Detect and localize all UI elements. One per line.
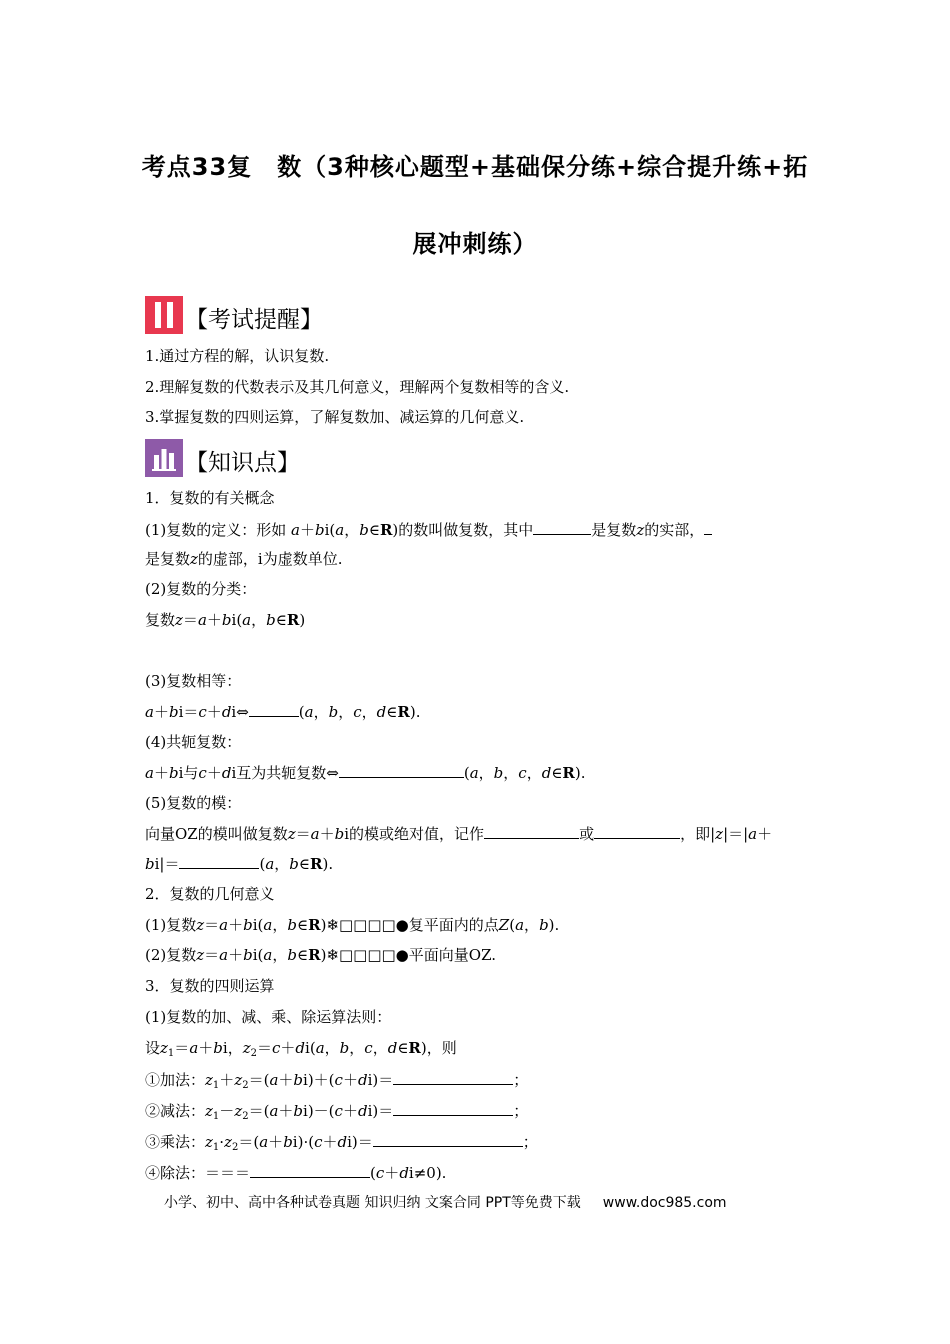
bar-chart-icon: [145, 439, 183, 477]
k1-equality-formula: a＋bi＝c＋di⇔ (a，b，c，d∈R).: [145, 703, 421, 721]
k1-modulus-formula: 向量OZ的模叫做复数z＝a＋bi的模或绝对值，记作 或 ，即|z|＝|a＋: [145, 825, 773, 843]
k3-division: ④除法：＝＝＝ (c＋di≠0).: [145, 1164, 447, 1182]
k3-multiplication: ③乘法：$z_1\cdot z_2=(a+bi)\cdot(c+di)=$ ；: [145, 1133, 538, 1153]
page-title-line1: 考点33复 数（3种核心题型+基础保分练+综合提升练+拓: [141, 153, 809, 181]
k3-heading: 3．复数的四则运算: [145, 977, 275, 995]
exam-section-header: [145, 294, 323, 334]
k1-definition: (1)复数的定义：形如 a＋bi(a，b∈R)的数叫做复数，其中 是复数z的实部，: [145, 519, 712, 540]
k3-let: 设$z_1=a+bi$，$z_2=c+di(a$，b，c，d∈R)，则: [145, 1039, 457, 1059]
k1-heading: 1．复数的有关概念: [145, 489, 275, 507]
k2-vector: (2)复数z＝a＋bi(a，b∈R)❄□□□□●平面向量OZ.: [145, 946, 497, 964]
footer-url[interactable]: www.doc985.com: [602, 1195, 727, 1211]
k2-point: (1)复数z＝a＋bi(a，b∈R)❄□□□□●复平面内的点Z(a，b).: [145, 916, 560, 934]
k3-rules: (1)复数的加、减、乘、除运算法则：: [145, 1008, 392, 1026]
k1-classification-formula: 复数z＝a＋bi(a，b∈R): [145, 611, 306, 629]
pause-bars-icon: [145, 296, 183, 334]
exam-item-1: 1.通过方程的解，认识复数.: [145, 347, 330, 365]
page-footer: [164, 1192, 727, 1212]
k1-conjugate: (4)共轭复数：: [145, 733, 242, 751]
knowledge-section-header: [145, 437, 300, 477]
k1-conjugate-formula: a＋bi与c＋di互为共轭复数⇔ (a，b，c，d∈R).: [145, 764, 586, 782]
k3-addition: ①加法：$z_1+z_2=(a+bi)+(c+di)=$ ；: [145, 1071, 529, 1091]
k2-heading: 2．复数的几何意义: [145, 885, 275, 903]
exam-section-title: 【考试提醒】: [185, 307, 323, 333]
footer-text: 小学、初中、高中各种试卷真题 知识归纳 文案合同 PPT等免费下载: [164, 1195, 581, 1211]
page-title-line2: 展冲刺练）: [412, 230, 538, 258]
k1-modulus-formula-line2: bi|＝ (a，b∈R).: [145, 855, 334, 873]
k1-classification: (2)复数的分类：: [145, 580, 257, 598]
k1-definition-line2: 是复数z的虚部，i为虚数单位.: [145, 550, 343, 568]
exam-item-2: 2.理解复数的代数表示及其几何意义，理解两个复数相等的含义.: [145, 378, 570, 396]
k1-equality: (3)复数相等：: [145, 672, 242, 690]
k1-modulus: (5)复数的模：: [145, 794, 242, 812]
k3-subtraction: ②减法：$z_1-z_2=(a+bi)-(c+di)=$ ；: [145, 1102, 529, 1122]
exam-item-3: 3.掌握复数的四则运算，了解复数加、减运算的几何意义.: [145, 408, 525, 426]
knowledge-section-title: 【知识点】: [185, 450, 300, 476]
